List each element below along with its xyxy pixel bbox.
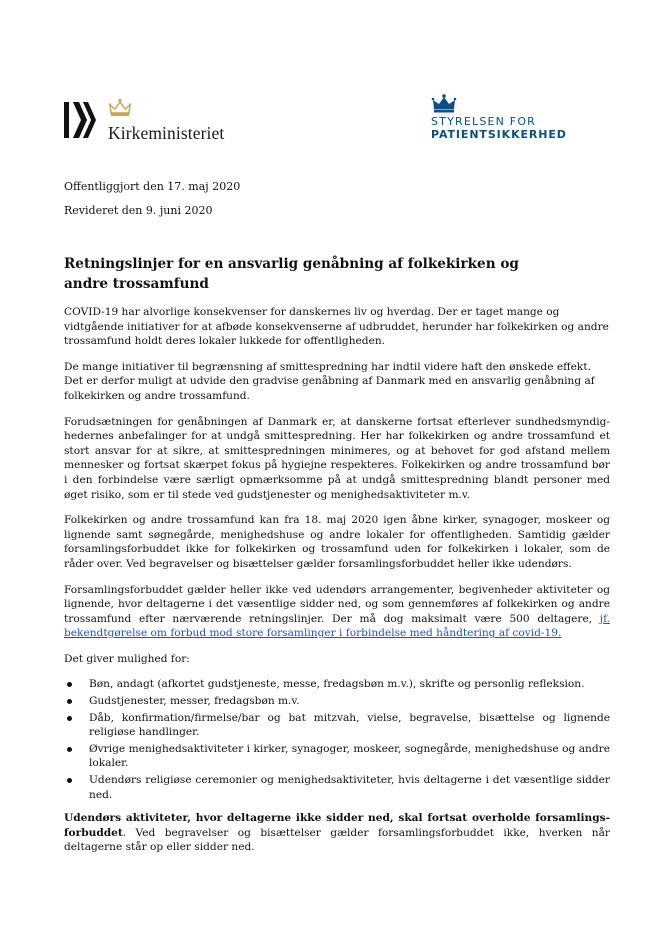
document-title: Retningslinjer for en ansvarlig genåbning af folkekirken og andre trossamfund xyxy=(64,256,519,292)
bullet-list xyxy=(64,677,610,802)
left-org-name: Kirkeministeriet xyxy=(108,123,225,143)
bullet-icon xyxy=(67,716,72,721)
final-paragraph xyxy=(64,811,610,855)
right-org-line1: STYRELSEN FOR xyxy=(431,115,537,128)
emphasis-text: Udendørs aktiviteter, hvor deltagerne ikke sidder ned, skal fortsat overholde forsamlings-forbuddet xyxy=(64,812,610,839)
list-item xyxy=(89,742,610,771)
bullet-icon xyxy=(67,699,72,704)
paragraph: Folkekirken og andre trossamfund kan fra 18. maj 2020 igen åbne kirker, synagoger, moskeer og lignende samt søgnegårde, menighedshuse og andre lokaler for offentligheden. Samtidig gælder forsamlingsforbuddet ikke for folkekirken og trossamfund uden for folkekirken i lokaler, som de råder over. Ved begravelser og bisættelser gælder forsamlingsforbuddet heller ikke udendørs. xyxy=(64,514,610,570)
bullet-icon xyxy=(67,682,72,687)
list-item xyxy=(89,694,610,709)
bullet-icon xyxy=(67,747,72,752)
list-item-text: Dåb, konfirmation/firmelse/bar og bat mitzvah, vielse, begravelse, bisættelse og lignende religiøse handlinger. xyxy=(89,711,610,739)
paragraph-text: . Ved begravelser og bisættelser gælder forsamlingsforbuddet ikke, hverken når deltagerne står op eller sidder ned. xyxy=(64,826,610,854)
document-body xyxy=(64,305,610,866)
revised-date: Revideret den 9. juni 2020 xyxy=(64,204,213,217)
bullet-icon xyxy=(67,778,72,783)
list-item-text: Øvrige menighedsaktiviteter i kirker, synagoger, moskeer, sognegårde, menighedshuse og andre lokaler. xyxy=(89,742,610,770)
list-item-text: Udendørs religiøse ceremonier og menighedsaktiviteter, hvis deltagerne i det væsentlige sidder ned. xyxy=(89,774,610,801)
kirkeministeriet-mark-icon xyxy=(62,100,98,140)
paragraph: Forudsætningen for genåbningen af Danmark er, at danskerne fortsat efterlever sundhedsmyndig-hedernes anbefalinger for at undgå smittespredning. Her har folkekirken og andre trossamfund et stort ansvar for at sikre, at smittespredningen minimeres, og at behovet for god afstand mellem mennesker og fortsat skærpet fokus på hygiejne respekteres. Folkekirken og andre trossamfund bør i den forbindelse være særligt opmærksomme på at undgå smittespredning blandt personer med øget risiko, som er til stede ved gudstjenester og menighedsaktiviteter m.v. xyxy=(64,415,610,501)
crown-icon xyxy=(431,94,457,114)
paragraph: Det giver mulighed for: xyxy=(64,652,190,665)
styrelsen-logo xyxy=(431,94,621,144)
list-item xyxy=(89,773,610,802)
list-item xyxy=(89,711,610,740)
paragraph-with-link xyxy=(64,583,610,641)
kirkeministeriet-logo xyxy=(62,98,262,144)
right-org-line2: PATIENTSIKKERHED xyxy=(431,128,567,141)
paragraph: De mange initiativer til begrænsning af smittespredning har indtil videre haft den ønskede effekt. Det er derfor muligt at udvide den gradvise genåbning af Danmark med en ansvarlig genåbning af folkekirken og andre trossamfund. xyxy=(64,360,595,402)
crown-icon xyxy=(108,98,132,118)
list-item xyxy=(89,677,610,692)
published-date: Offentliggjort den 17. maj 2020 xyxy=(64,180,241,193)
list-item-text: Gudstjenester, messer, fredagsbøn m.v. xyxy=(89,695,300,708)
regulation-link[interactable]: jf. bekendtgørelse om forbud mod store forsamlinger i forbindelse med håndtering af covid-19. xyxy=(64,612,610,640)
paragraph: COVID-19 har alvorlige konsekvenser for danskernes liv og hverdag. Der er taget mange og vidtgående initiativer for at afbøde konsekvenserne af udbruddet, herunder har folkekirken og andre trossamfund holdt deres lokaler lukkede for offentligheden. xyxy=(64,306,609,348)
paragraph-text: Forsamlingsforbuddet gælder heller ikke ved udendørs arrangementer, begivenheder aktiviteter og lignende, hvor deltagerne i det væsentlige sidder ned, og som gennemføres af folkekirken og andre trossamfund efter nærværende retningslinjer. Der må dog maksimalt være 500 deltagere, xyxy=(64,583,610,625)
list-item-text: Bøn, andagt (afkortet gudstjeneste, messe, fredagsbøn m.v.), skrifte og personlig refleksion. xyxy=(89,678,585,691)
